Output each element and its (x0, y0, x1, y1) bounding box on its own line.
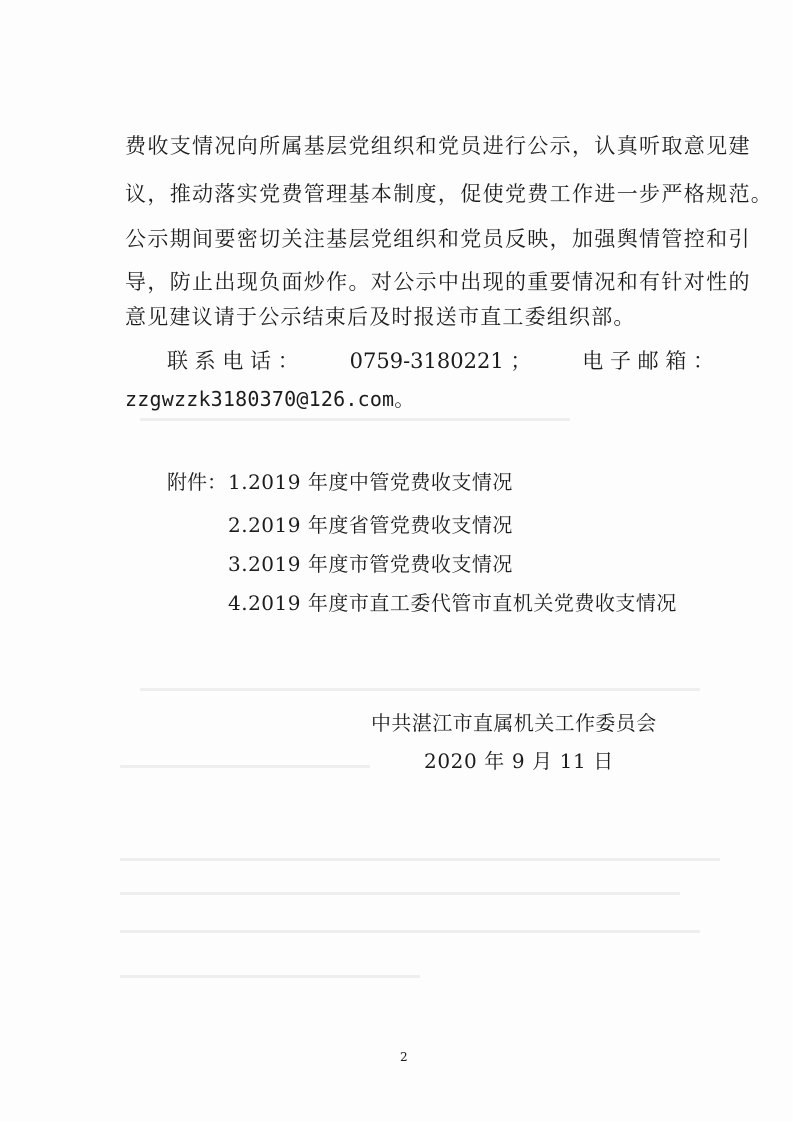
signature-date: 2020 年 9 月 11 日 (424, 749, 614, 773)
attachment-item-4: 4.2019 年度市直工委代管市直机关党费收支情况 (228, 591, 677, 615)
scan-bleed-mark (140, 688, 700, 691)
contact-phone: 0759-3180221 ； (349, 349, 532, 373)
attachment-item-2: 2.2019 年度省管党费收支情况 (228, 513, 513, 537)
body-line-3: 公示期间要密切关注基层党组织和党员反映，加强舆情管控和引 (125, 227, 751, 251)
scan-bleed-mark (120, 858, 720, 861)
scan-bleed-mark (120, 892, 680, 895)
contact-phone-label: 联 系 电 话 ： (167, 349, 299, 373)
body-line-2: 议，推动落实党费管理基本制度，促使党费工作进一步严格规范。 (125, 182, 774, 206)
attachment-item-3: 3.2019 年度市管党费收支情况 (228, 552, 513, 576)
scan-bleed-mark (120, 765, 370, 768)
contact-email: zzgwzzk3180370@126.com。 (125, 387, 415, 411)
scan-bleed-mark (120, 930, 700, 933)
body-line-4: 导，防止出现负面炒作。对公示中出现的重要情况和有针对性的 (125, 270, 751, 294)
attachment-item-1: 1.2019 年度中管党费收支情况 (228, 470, 513, 494)
body-line-1: 费收支情况向所属基层党组织和党员进行公示，认真听取意见建 (125, 134, 751, 158)
scan-bleed-mark (120, 975, 420, 978)
page-number: 2 (400, 1050, 408, 1064)
contact-line (167, 345, 714, 375)
attachments-label: 附件： (167, 470, 227, 494)
contact-email-label: 电 子 邮 箱 ： (582, 349, 714, 373)
scan-bleed-mark (140, 418, 570, 421)
body-line-5: 意见建议请于公示结束后及时报送市直工委组织部。 (125, 305, 636, 329)
signature-organization: 中共湛江市直属机关工作委员会 (371, 711, 657, 735)
